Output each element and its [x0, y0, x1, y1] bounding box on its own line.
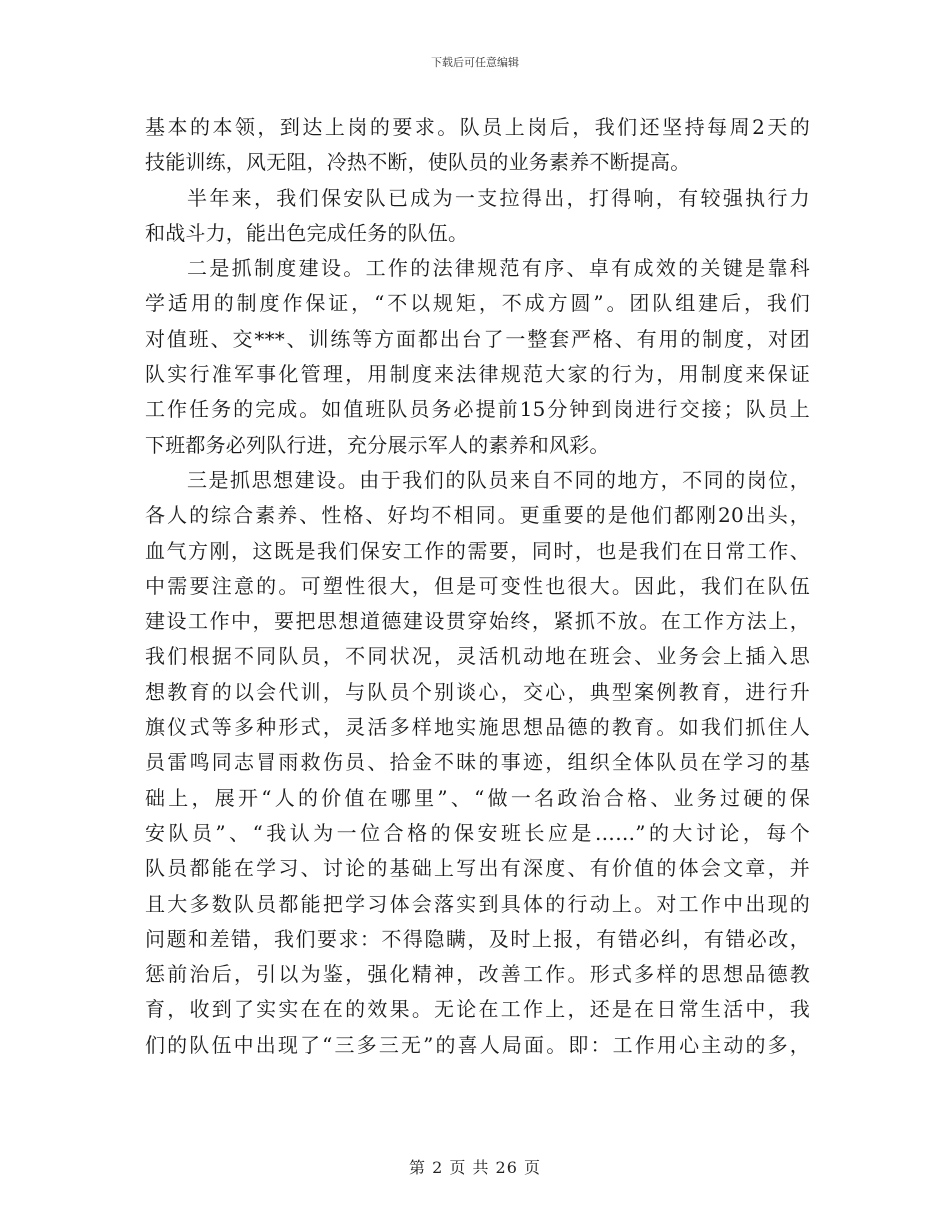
text-line: 基本的本领，到达上岗的要求。队员上岗后，我们还坚持每周2天的 [145, 115, 810, 139]
text-line: 三是抓思想建设。由于我们的队员来自不同的地方，不同的岗位， [187, 467, 810, 492]
text-line: 旗仪式等多种形式，灵活多样地实施思想品德的教育。如我们抓住人 [145, 715, 810, 740]
text-line: 血气方刚，这既是我们保安工作的需要，同时，也是我们在日常工作、 [145, 538, 810, 563]
text-line: 安队员”、“我认为一位合格的保安班长应是……”的大讨论，每个 [145, 820, 810, 845]
text-line: 技能训练，风无阻，冷热不断，使队员的业务素养不断提高。 [145, 150, 691, 175]
text-line: 育，收到了实实在在的效果。无论在工作上，还是在日常生活中，我 [145, 997, 810, 1022]
text-line: 队员都能在学习、讨论的基础上写出有深度、有价值的体会文章，并 [145, 856, 810, 881]
text-line: 二是抓制度建设。工作的法律规范有序、卓有成效的关键是靠科 [187, 256, 810, 281]
text-line: 问题和差错，我们要求：不得隐瞒，及时上报，有错必纠，有错必改， [145, 926, 810, 951]
text-line: 想教育的以会代训，与队员个别谈心，交心，典型案例教育，进行升 [145, 679, 810, 704]
text-line: 半年来，我们保安队已成为一支拉得出，打得响，有较强执行力 [187, 185, 810, 210]
text-line: 各人的综合素养、性格、好均不相同。更重要的是他们都刚20出头， [145, 503, 810, 528]
text-line: 队实行准军事化管理，用制度来法律规范大家的行为，用制度来保证 [145, 362, 810, 387]
text-line: 们的队伍中出现了“三多三无”的喜人局面。即：工作用心主动的多， [145, 1032, 810, 1057]
text-line: 工作任务的完成。如值班队员务必提前15分钟到岗进行交接；队员上 [145, 397, 810, 422]
document-body [145, 110, 810, 1063]
text-line: 且大多数队员都能把学习体会落实到具体的行动上。对工作中出现的 [145, 891, 810, 916]
text-line: 惩前治后，引以为鉴，强化精神，改善工作。形式多样的思想品德教 [145, 962, 810, 987]
page-header: 下载后可任意编辑 [431, 56, 519, 69]
text-line: 和战斗力，能出色完成任务的队伍。 [145, 220, 469, 245]
text-line: 中需要注意的。可塑性很大，但是可变性也很大。因此，我们在队伍 [145, 573, 810, 598]
text-line: 下班都务必列队行进，充分展示军人的素养和风彩。 [145, 432, 610, 457]
text-line: 建设工作中，要把思想道德建设贯穿始终，紧抓不放。在工作方法上， [145, 609, 810, 634]
text-line: 我们根据不同队员，不同状况，灵活机动地在班会、业务会上插入思 [145, 644, 810, 669]
page-footer: 第 2 页 共 26 页 [409, 1158, 541, 1177]
text-line: 员雷鸣同志冒雨救伤员、拾金不昧的事迹，组织全体队员在学习的基 [145, 750, 810, 775]
text-line: 学适用的制度作保证，“不以规矩，不成方圆”。团队组建后，我们 [145, 291, 810, 316]
text-line: 础上，展开“人的价值在哪里”、“做一名政治合格、业务过硬的保 [145, 785, 810, 810]
text-line: 对值班、交***、训练等方面都出台了一整套严格、有用的制度，对团 [145, 326, 810, 351]
